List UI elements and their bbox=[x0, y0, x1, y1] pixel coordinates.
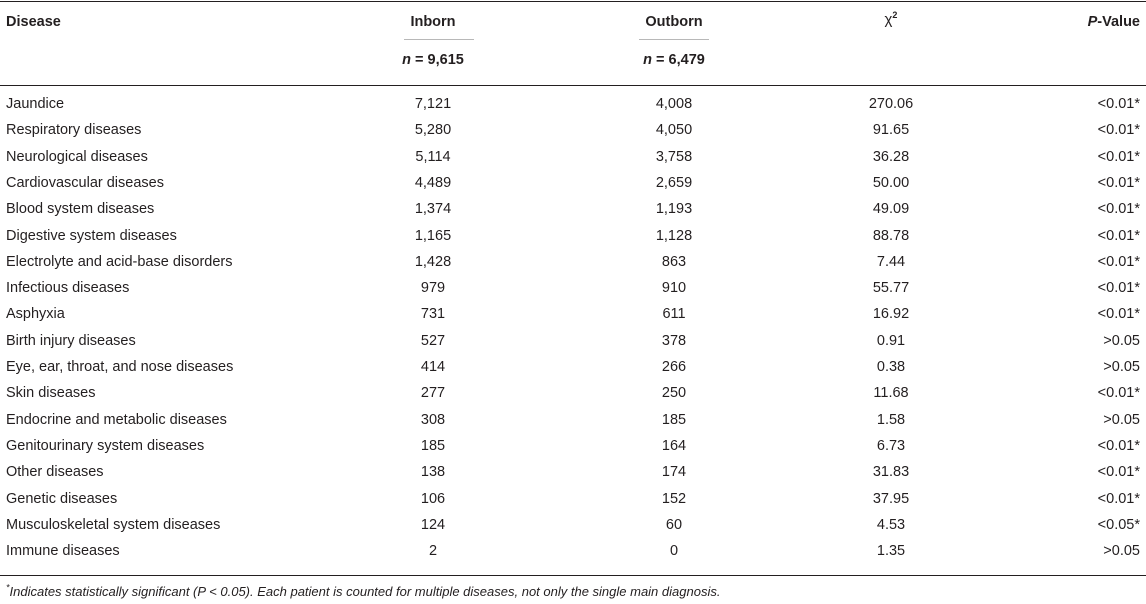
table-header-rule bbox=[0, 85, 1146, 86]
row-inborn: 138 bbox=[420, 464, 446, 480]
row-p-value: <0.01* bbox=[1097, 280, 1140, 296]
row-inborn: 731 bbox=[420, 306, 446, 322]
row-inborn: 1,374 bbox=[414, 201, 452, 217]
row-inborn: 979 bbox=[420, 280, 446, 296]
row-p-value: >0.05 bbox=[1103, 412, 1140, 428]
header-inborn: Inborn bbox=[410, 14, 456, 30]
row-chi2: 50.00 bbox=[872, 175, 910, 191]
row-disease: Immune diseases bbox=[6, 543, 120, 559]
inborn-underline bbox=[404, 39, 474, 40]
row-disease: Eye, ear, throat, and nose diseases bbox=[6, 359, 234, 375]
row-inborn: 7,121 bbox=[414, 96, 452, 112]
row-outborn: 378 bbox=[661, 333, 687, 349]
row-disease: Cardiovascular diseases bbox=[6, 175, 164, 191]
outborn-n bbox=[604, 51, 744, 69]
row-chi2: 37.95 bbox=[872, 491, 910, 507]
row-outborn: 0 bbox=[669, 543, 679, 559]
row-disease: Birth injury diseases bbox=[6, 333, 136, 349]
row-outborn: 4,008 bbox=[655, 96, 693, 112]
row-outborn: 611 bbox=[662, 306, 686, 322]
row-outborn: 174 bbox=[661, 464, 687, 480]
row-disease: Genetic diseases bbox=[6, 491, 118, 507]
row-inborn: 1,165 bbox=[414, 228, 452, 244]
row-disease: Musculoskeletal system diseases bbox=[6, 517, 221, 533]
outborn-n-label: n bbox=[643, 52, 653, 68]
row-chi2: 1.58 bbox=[876, 412, 906, 428]
row-outborn: 863 bbox=[661, 254, 687, 270]
row-outborn: 250 bbox=[661, 385, 687, 401]
row-p-value: <0.01* bbox=[1097, 175, 1140, 191]
row-chi2: 49.09 bbox=[872, 201, 910, 217]
row-chi2: 91.65 bbox=[872, 122, 910, 138]
row-p-value: >0.05 bbox=[1103, 359, 1140, 375]
row-outborn: 910 bbox=[661, 280, 687, 296]
row-p-value: >0.05 bbox=[1103, 543, 1140, 559]
row-inborn: 527 bbox=[420, 333, 446, 349]
row-p-value: <0.01* bbox=[1097, 228, 1140, 244]
row-p-value: <0.01* bbox=[1097, 438, 1140, 454]
row-chi2: 36.28 bbox=[872, 149, 910, 165]
table-footnote bbox=[6, 584, 720, 600]
row-chi2: 4.53 bbox=[876, 517, 906, 533]
row-p-value: <0.01* bbox=[1097, 306, 1140, 322]
row-outborn: 60 bbox=[665, 517, 683, 533]
row-disease: Genitourinary system diseases bbox=[6, 438, 205, 454]
row-disease: Jaundice bbox=[6, 96, 65, 112]
row-inborn: 5,114 bbox=[415, 149, 451, 165]
p-rest: -Value bbox=[1097, 14, 1140, 30]
chi-symbol: χ bbox=[884, 11, 893, 28]
row-chi2: 55.77 bbox=[872, 280, 910, 296]
row-inborn: 414 bbox=[420, 359, 446, 375]
footnote-text: Indicates statistically significant (P < 0.05). Each patient is counted for multiple diseases, not only the single main diagnosis. bbox=[9, 584, 721, 599]
header-p-value bbox=[1088, 13, 1140, 31]
p-italic: P bbox=[1087, 14, 1098, 30]
row-inborn: 308 bbox=[420, 412, 446, 428]
row-chi2: 88.78 bbox=[872, 228, 910, 244]
row-chi2: 11.68 bbox=[873, 385, 909, 401]
row-chi2: 6.73 bbox=[876, 438, 906, 454]
header-disease: Disease bbox=[6, 14, 61, 30]
row-inborn: 185 bbox=[420, 438, 446, 454]
outborn-n-value: = 6,479 bbox=[652, 52, 705, 68]
inborn-n-label: n bbox=[402, 52, 412, 68]
row-inborn: 2 bbox=[428, 543, 438, 559]
row-inborn: 1,428 bbox=[414, 254, 452, 270]
table-bottom-rule bbox=[0, 575, 1146, 576]
row-outborn: 4,050 bbox=[655, 122, 693, 138]
row-p-value: >0.05 bbox=[1103, 333, 1140, 349]
row-p-value: <0.01* bbox=[1097, 491, 1140, 507]
row-disease: Asphyxia bbox=[6, 306, 65, 322]
row-inborn: 106 bbox=[420, 491, 446, 507]
header-chi-square bbox=[821, 11, 961, 29]
row-disease: Endocrine and metabolic diseases bbox=[6, 412, 227, 428]
row-outborn: 1,193 bbox=[655, 201, 693, 217]
row-outborn: 164 bbox=[661, 438, 687, 454]
row-chi2: 31.83 bbox=[872, 464, 910, 480]
row-chi2: 16.92 bbox=[872, 306, 910, 322]
inborn-n bbox=[363, 51, 503, 69]
row-outborn: 266 bbox=[661, 359, 687, 375]
row-chi2: 0.38 bbox=[876, 359, 906, 375]
row-disease: Digestive system diseases bbox=[6, 228, 177, 244]
row-p-value: <0.01* bbox=[1097, 254, 1140, 270]
row-outborn: 185 bbox=[661, 412, 687, 428]
row-disease: Other diseases bbox=[6, 464, 104, 480]
footnote-star: * bbox=[6, 582, 10, 593]
row-chi2: 270.06 bbox=[868, 96, 914, 112]
row-chi2: 0.91 bbox=[876, 333, 906, 349]
row-disease: Respiratory diseases bbox=[6, 122, 142, 138]
table-top-rule bbox=[0, 1, 1146, 2]
row-inborn: 277 bbox=[420, 385, 446, 401]
row-disease: Blood system diseases bbox=[6, 201, 155, 217]
row-inborn: 5,280 bbox=[414, 122, 452, 138]
row-outborn: 3,758 bbox=[655, 149, 693, 165]
row-p-value: <0.05* bbox=[1097, 517, 1140, 533]
row-p-value: <0.01* bbox=[1097, 385, 1140, 401]
row-disease: Electrolyte and acid-base disorders bbox=[6, 254, 233, 270]
row-p-value: <0.01* bbox=[1097, 201, 1140, 217]
header-outborn: Outborn bbox=[645, 14, 703, 30]
inborn-n-value: = 9,615 bbox=[411, 52, 464, 68]
row-outborn: 1,128 bbox=[655, 228, 693, 244]
row-p-value: <0.01* bbox=[1097, 122, 1140, 138]
row-p-value: <0.01* bbox=[1097, 464, 1140, 480]
row-disease: Skin diseases bbox=[6, 385, 96, 401]
row-outborn: 2,659 bbox=[655, 175, 693, 191]
row-chi2: 1.35 bbox=[876, 543, 906, 559]
row-p-value: <0.01* bbox=[1097, 149, 1140, 165]
row-disease: Infectious diseases bbox=[6, 280, 130, 296]
row-inborn: 4,489 bbox=[414, 175, 452, 191]
outborn-underline bbox=[639, 39, 709, 40]
row-outborn: 152 bbox=[661, 491, 687, 507]
row-disease: Neurological diseases bbox=[6, 149, 148, 165]
row-p-value: <0.01* bbox=[1097, 96, 1140, 112]
row-chi2: 7.44 bbox=[876, 254, 906, 270]
row-inborn: 124 bbox=[420, 517, 446, 533]
chi-exponent: 2 bbox=[892, 10, 898, 20]
